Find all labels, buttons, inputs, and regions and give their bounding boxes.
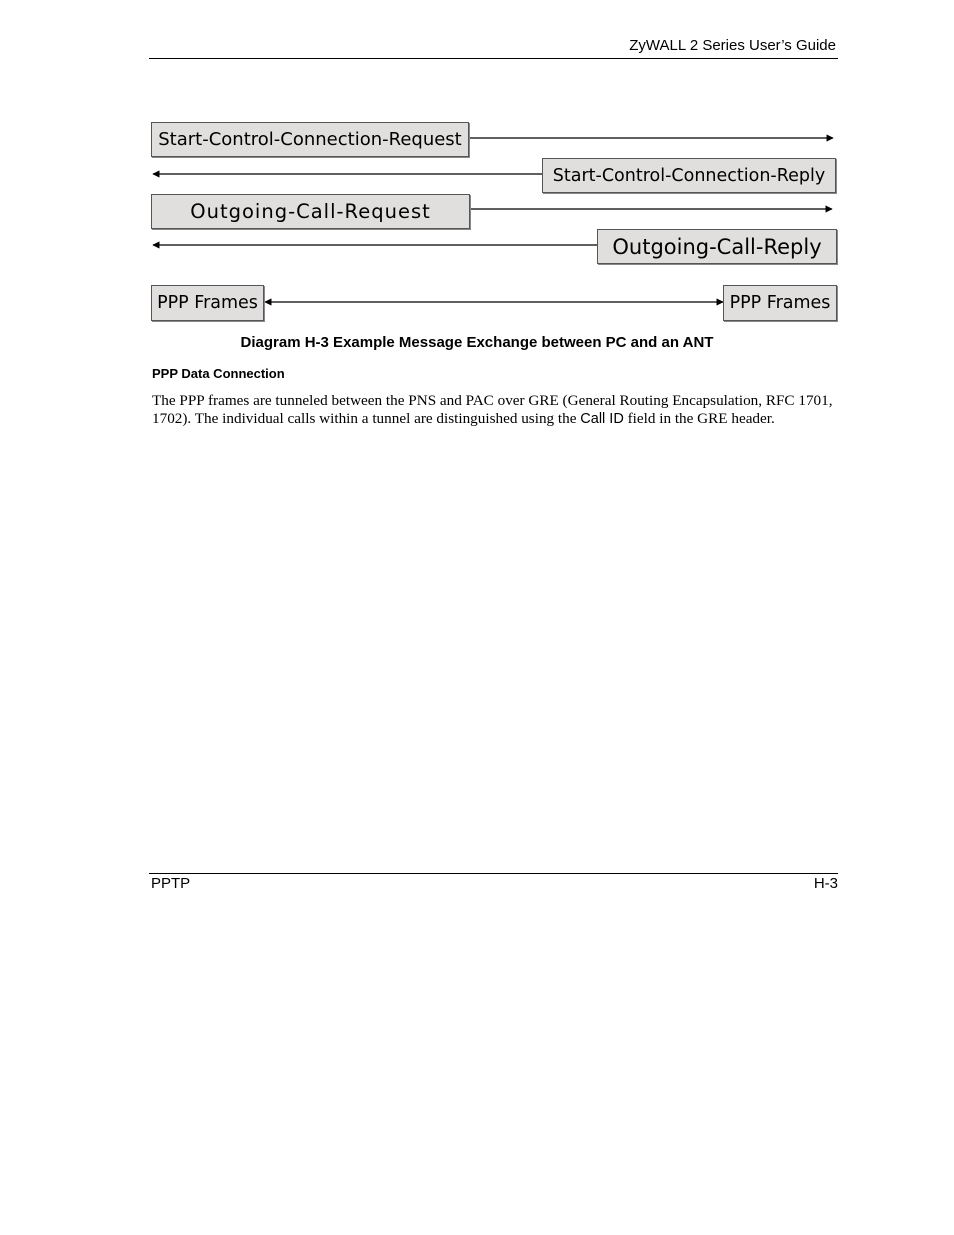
body-paragraph	[152, 392, 842, 428]
footer-page-number: H-3	[813, 875, 838, 892]
call-id-field-name: Call ID	[580, 411, 624, 427]
frames-box-left: PPP Frames	[151, 285, 264, 321]
diagram-caption: Diagram H-3 Example Message Exchange between PC and an ANT	[240, 334, 714, 351]
body-text-before: The PPP frames are tunneled between the PNS and PAC over GRE (General Routing Encapsulation, RFC 1701, 1702). The individual calls within a tunnel are distinguished using the	[152, 392, 833, 427]
body-text-after: field in the GRE header.	[623, 410, 775, 427]
section-heading: PPP Data Connection	[152, 366, 285, 381]
message-exchange-diagram	[0, 0, 954, 330]
footer-rule	[149, 873, 838, 874]
message-box-outgoing-call-reply: Outgoing-Call-Reply	[597, 229, 837, 264]
message-box-start-control-reply: Start-Control-Connection-Reply	[542, 158, 836, 193]
message-box-outgoing-call-request: Outgoing-Call-Request	[151, 194, 470, 229]
frames-box-right: PPP Frames	[723, 285, 837, 321]
header-title: ZyWALL 2 Series User’s Guide	[629, 37, 836, 54]
message-box-start-control-request: Start-Control-Connection-Request	[151, 122, 469, 157]
footer-section-name: PPTP	[151, 875, 191, 892]
